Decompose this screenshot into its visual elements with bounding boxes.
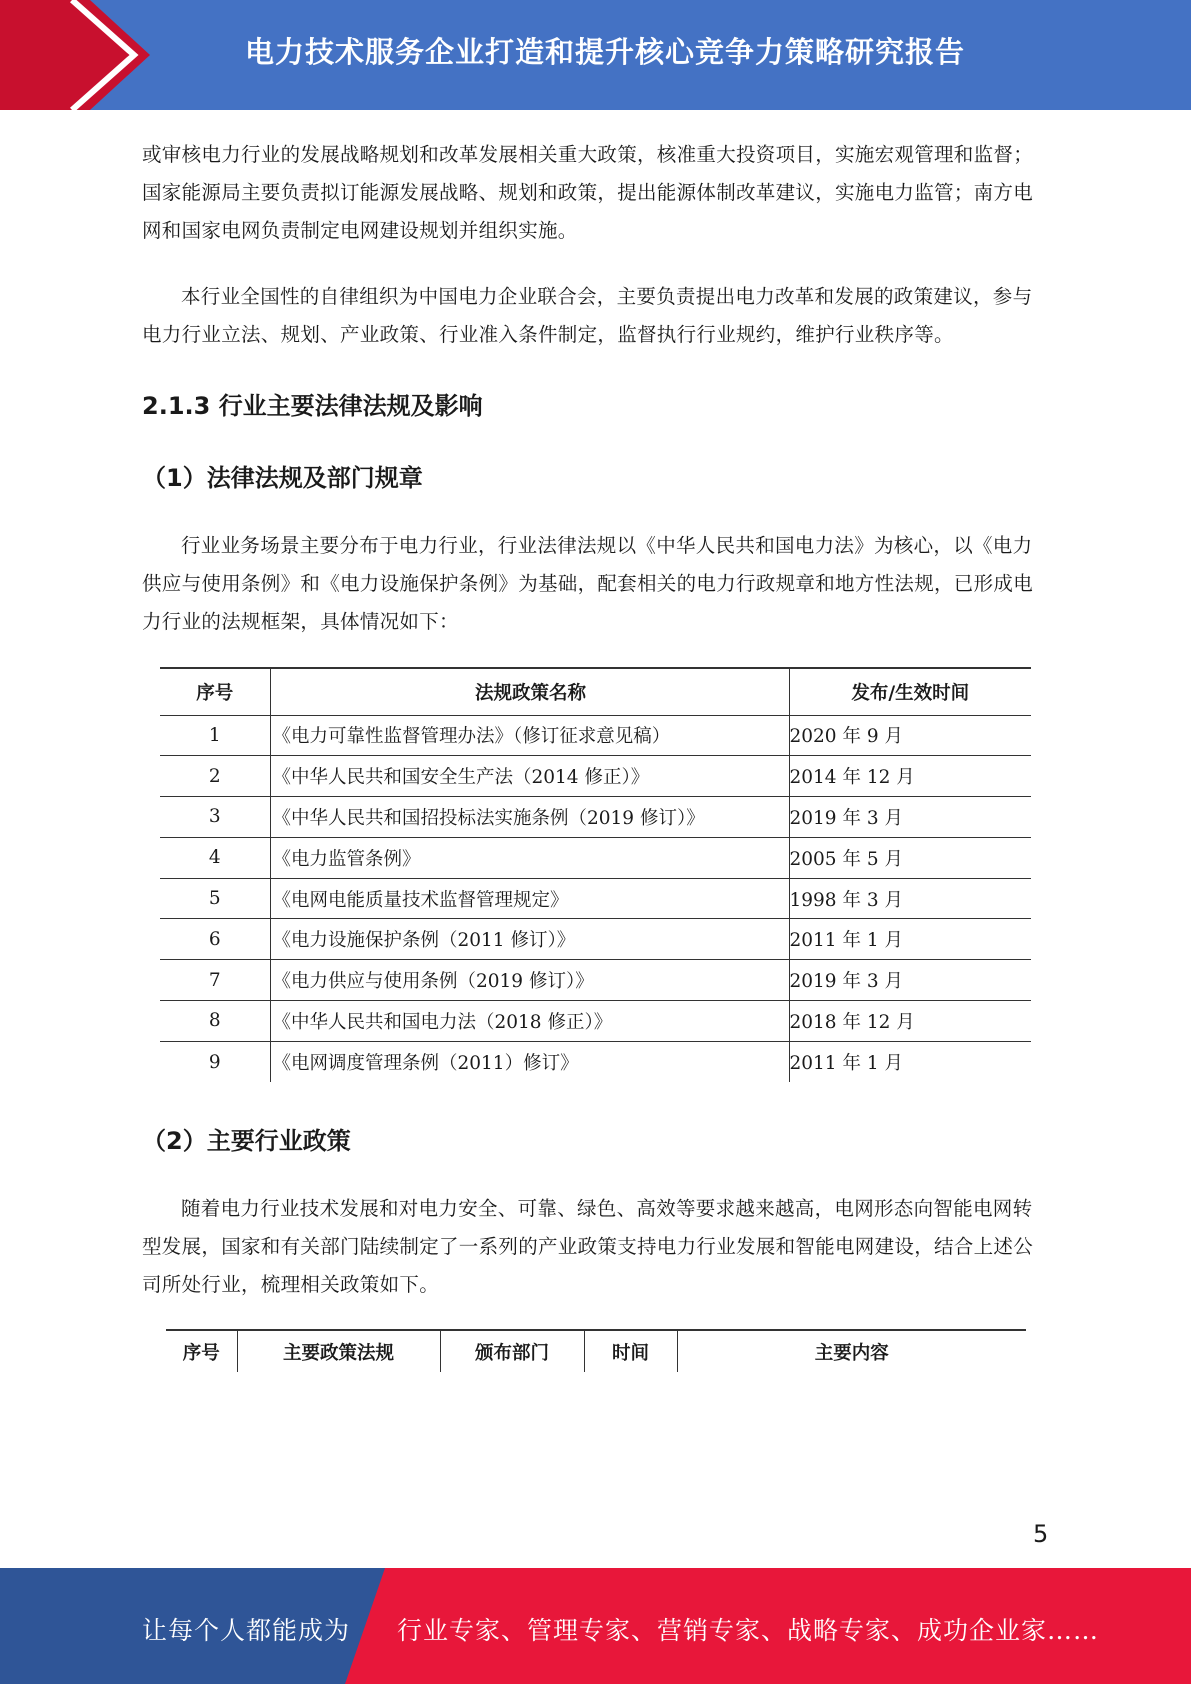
cell-name: 《中华人民共和国电力法（2018 修正）》	[270, 1001, 789, 1042]
cell-date: 2005 年 5 月	[789, 837, 1031, 878]
paragraph-policies-intro: 随着电力行业技术发展和对电力安全、可靠、绿色、高效等要求越来越高，电网形态向智能电网转型发展，国家和有关部门陆续制定了一系列的产业政策支持电力行业发展和智能电网建设，结合上述公司所处行业，梳理相关政策如下。	[142, 1197, 1034, 1296]
cell-name: 《电力供应与使用条例（2019 修订）》	[270, 960, 789, 1001]
cell-index: 7	[160, 960, 270, 1001]
col-header-policy: 主要政策法规	[237, 1330, 440, 1372]
table-header-row	[160, 668, 1031, 715]
cell-index: 3	[160, 797, 270, 838]
footer-slogan-right: 行业专家、管理专家、营销专家、战略专家、成功企业家……	[397, 1616, 1100, 1645]
cell-date: 1998 年 3 月	[789, 878, 1031, 919]
paragraph-self-regulatory: 本行业全国性的自律组织为中国电力企业联合会，主要负责提出电力改革和发展的政策建议，参与电力行业立法、规划、产业政策、行业准入条件制定，监督执行行业规约，维护行业秩序等。	[142, 285, 1033, 346]
laws-table	[160, 667, 1031, 1082]
table-row	[160, 960, 1031, 1001]
cell-name: 《中华人民共和国招投标法实施条例（2019 修订）》	[270, 797, 789, 838]
table-row	[160, 797, 1031, 838]
table-row	[160, 837, 1031, 878]
paragraph-laws-intro: 行业业务场景主要分布于电力行业，行业法律法规以《中华人民共和国电力法》为核心，以《电力供应与使用条例》和《电力设施保护条例》为基础，配套相关的电力行政规章和地方性法规，已形成电力行业的法规框架，具体情况如下：	[142, 534, 1034, 633]
col-header-name: 法规政策名称	[270, 668, 789, 715]
page-number: 5	[1033, 1520, 1049, 1548]
cell-index: 6	[160, 919, 270, 960]
cell-date: 2020 年 9 月	[789, 715, 1031, 756]
table-row	[160, 919, 1031, 960]
table-row	[160, 878, 1031, 919]
cell-date: 2011 年 1 月	[789, 1053, 903, 1075]
table-row	[160, 1041, 1031, 1082]
table-row	[160, 756, 1031, 797]
cell-date: 2014 年 12 月	[789, 756, 1031, 797]
header-arrow-decoration	[0, 0, 260, 110]
subheading-policies: （2）主要行业政策	[142, 1127, 351, 1155]
cell-date: 2019 年 3 月	[789, 960, 1031, 1001]
footer-slogan-left: 让每个人都能成为	[142, 1616, 351, 1645]
table-header-row	[166, 1330, 1026, 1372]
cell-name: 《电力可靠性监督管理办法》（修订征求意见稿）	[270, 715, 789, 756]
col-header-content: 主要内容	[677, 1330, 1026, 1372]
cell-date: 2019 年 3 月	[789, 797, 1031, 838]
cell-name: 《电网调度管理条例（2011）修订》	[270, 1041, 789, 1082]
cell-index: 8	[160, 1001, 270, 1042]
policies-table	[166, 1329, 1026, 1372]
paragraph-regulators: 或审核电力行业的发展战略规划和改革发展相关重大政策，核准重大投资项目，实施宏观管理和监督；国家能源局主要负责拟订能源发展战略、规划和政策，提出能源体制改革建议，实施电力监管；南方电网和国家电网负责制定电网建设规划并组织实施。	[142, 143, 1034, 242]
cell-name: 《电力监管条例》	[270, 837, 789, 878]
cell-name: 《中华人民共和国安全生产法（2014 修正）》	[270, 756, 789, 797]
table-row	[160, 715, 1031, 756]
cell-index: 4	[160, 837, 270, 878]
cell-date: 2011 年 1 月	[789, 919, 1031, 960]
cell-index: 1	[160, 715, 270, 756]
cell-date: 2018 年 12 月	[789, 1001, 1031, 1042]
section-heading: 2.1.3 行业主要法律法规及影响	[142, 392, 483, 420]
report-title: 电力技术服务企业打造和提升核心竞争力策略研究报告	[245, 35, 966, 69]
cell-index: 9	[160, 1041, 270, 1082]
col-header-date: 发布/生效时间	[789, 668, 1031, 715]
page-header	[0, 0, 1191, 110]
table-row	[160, 1001, 1031, 1042]
cell-name: 《电网电能质量技术监督管理规定》	[270, 878, 789, 919]
subheading-laws: （1）法律法规及部门规章	[142, 464, 423, 492]
cell-index: 2	[160, 756, 270, 797]
page-footer	[0, 1568, 1191, 1684]
col-header-time: 时间	[584, 1330, 677, 1372]
col-header-index: 序号	[160, 668, 270, 715]
col-header-department: 颁布部门	[440, 1330, 584, 1372]
cell-index: 5	[160, 878, 270, 919]
col-header-index: 序号	[166, 1330, 237, 1372]
cell-name: 《电力设施保护条例（2011 修订）》	[270, 919, 789, 960]
